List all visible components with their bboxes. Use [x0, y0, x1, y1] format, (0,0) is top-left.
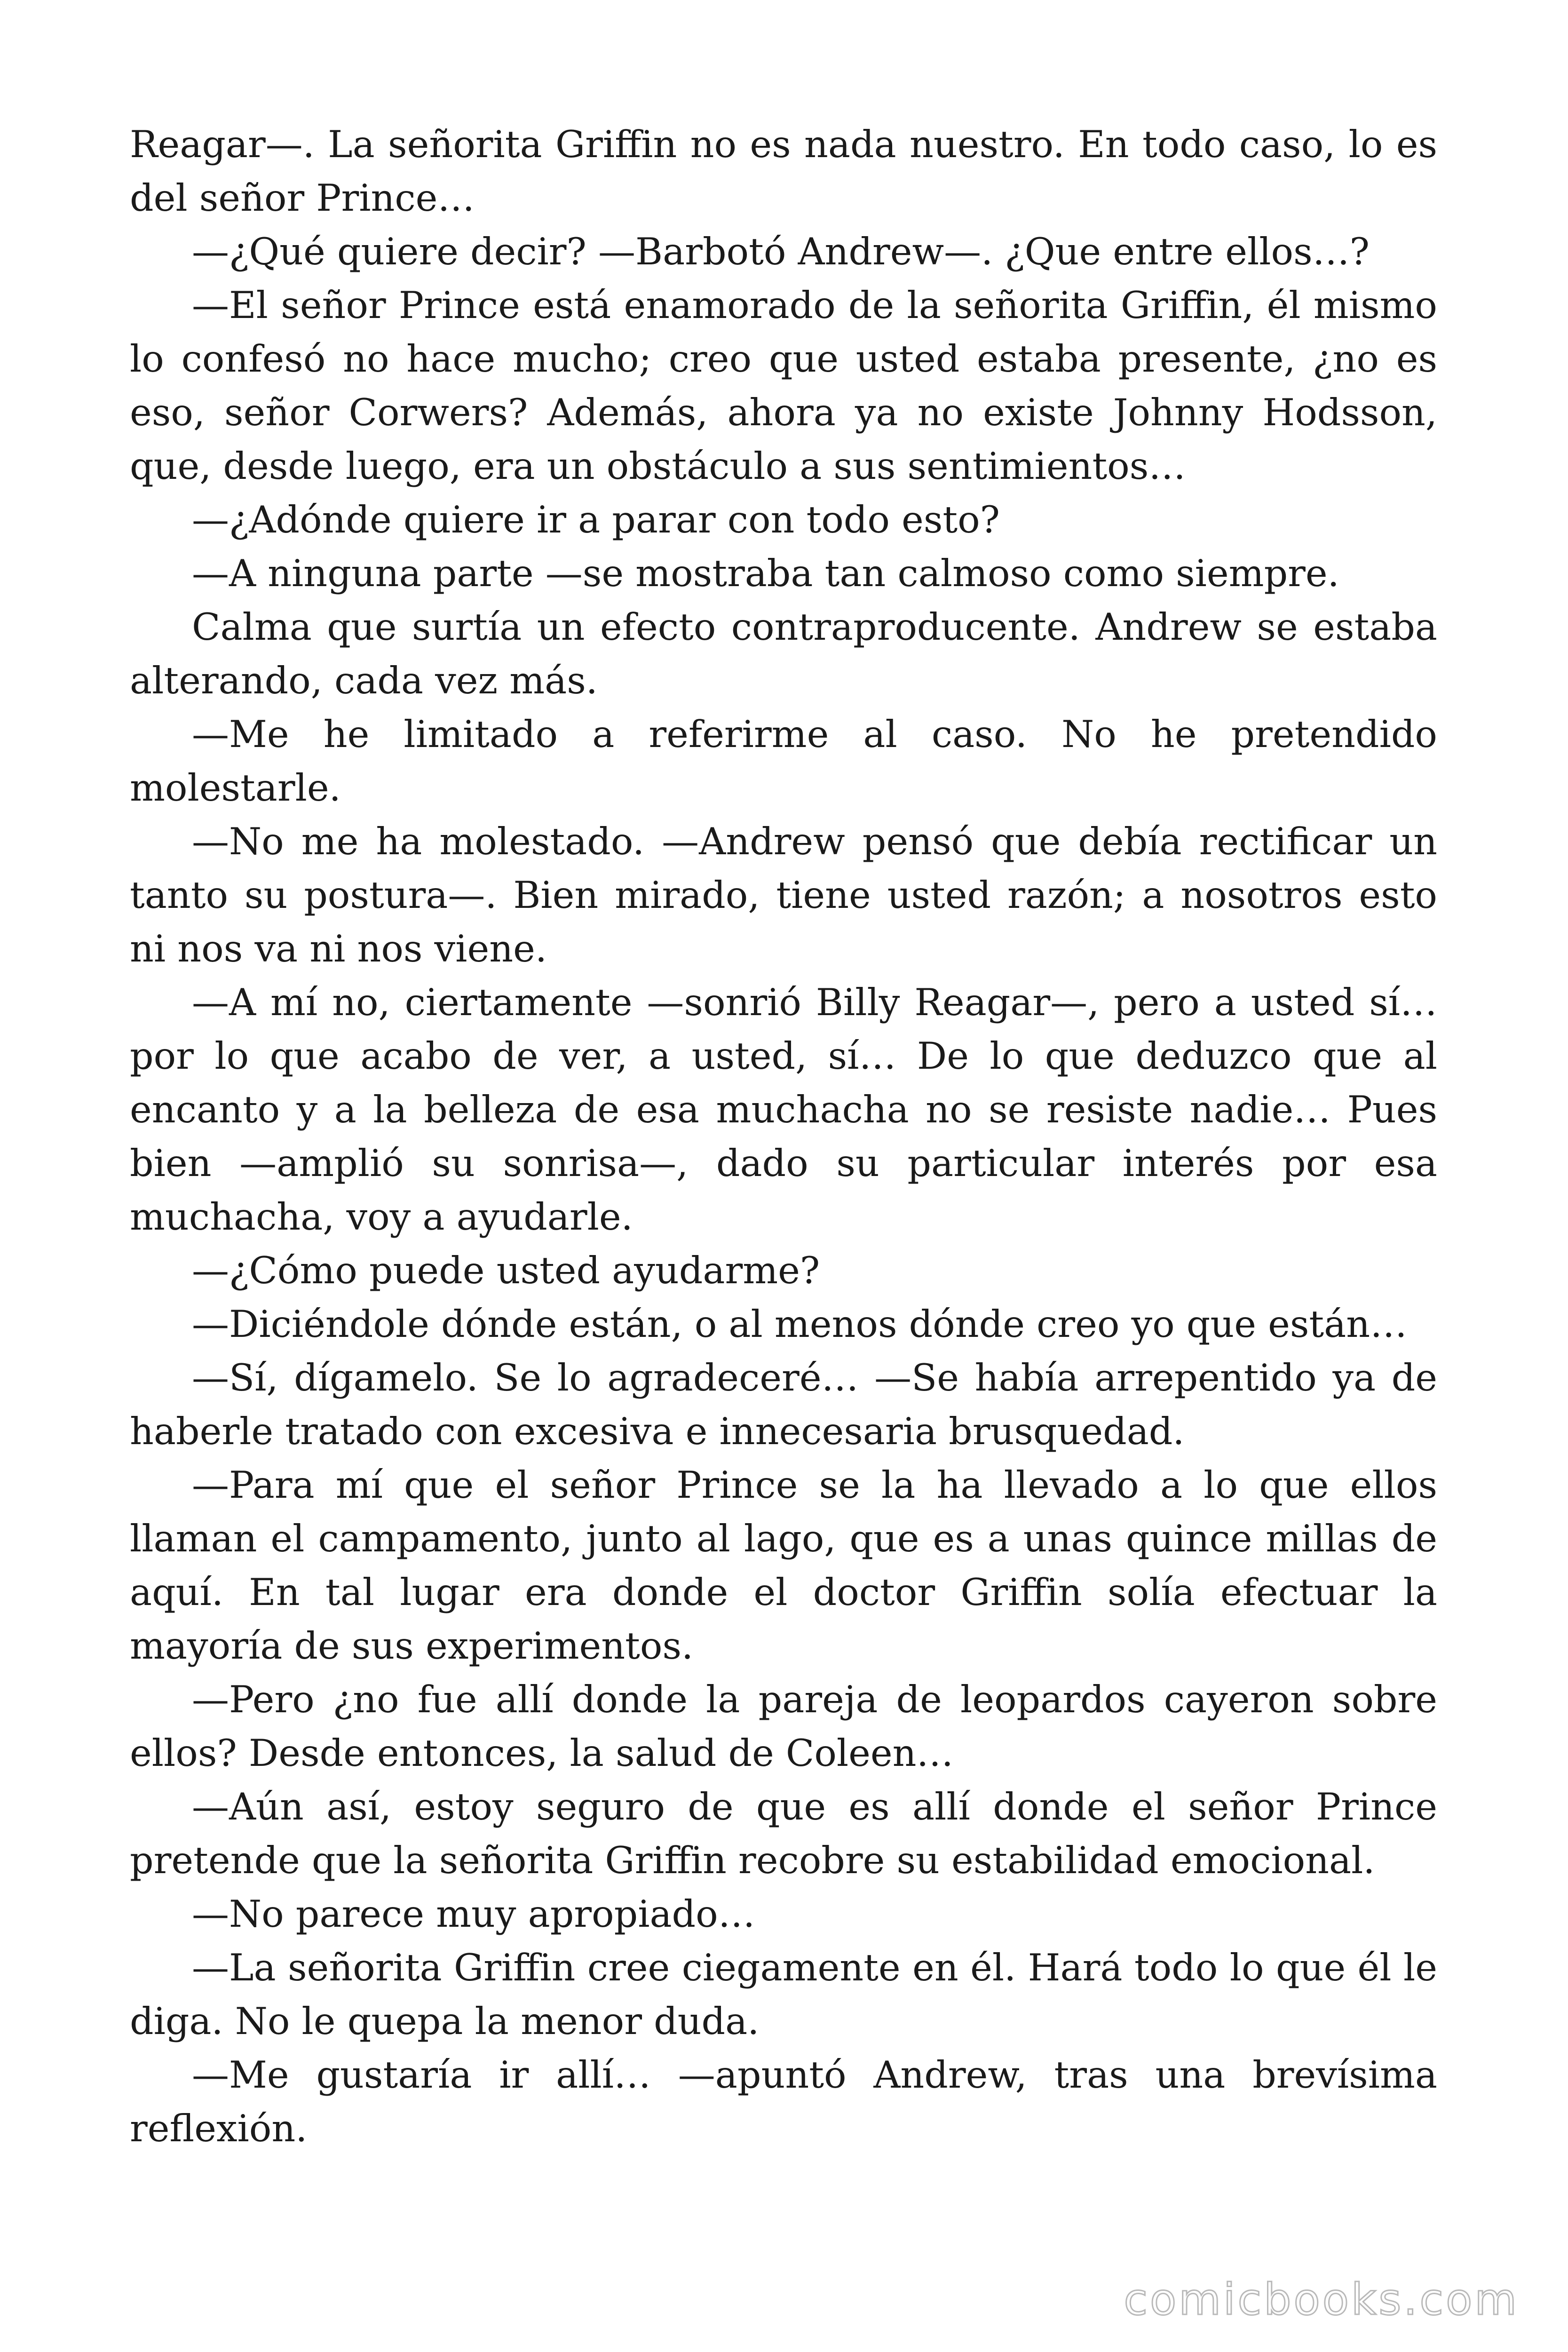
paragraph-14: —Pero ¿no fue allí donde la pareja de leopardos cayeron sobre ellos? Desde entonces, la salud de Coleen… — [130, 1678, 1437, 1775]
paragraph-11: —Diciéndole dónde están, o al menos dónde creo yo que están… — [192, 1303, 1408, 1346]
paragraph-18: —Me gustaría ir allí… —apuntó Andrew, tras una brevísima reflexión. — [130, 2053, 1437, 2150]
paragraph-2: —¿Qué quiere decir? —Barbotó Andrew—. ¿Que entre ellos…? — [192, 230, 1370, 273]
paragraph-9: —A mí no, ciertamente —sonrió Billy Reagar—, pero a usted sí… por lo que acabo de ver, a usted, sí… De lo que deduzco que al encanto y a la belleza de esa muchacha no se resiste nadie… Pues bien —amplió su sonrisa—, dado su particular interés por esa muchacha, voy a ayudarle. — [130, 981, 1437, 1239]
body-text — [130, 118, 1437, 2155]
paragraph-7: —Me he limitado a referirme al caso. No he pretendido molestarle. — [130, 713, 1437, 810]
paragraph-13: —Para mí que el señor Prince se la ha llevado a lo que ellos llaman el campamento, junto al lago, que es a unas quince millas de aquí. En tal lugar era donde el doctor Griffin solía efectuar la mayoría de sus experimentos. — [130, 1463, 1437, 1668]
paragraph-6: Calma que surtía un efecto contraproducente. Andrew se estaba alterando, cada vez más. — [130, 605, 1437, 702]
paragraph-4: —¿Adónde quiere ir a parar con todo esto? — [192, 498, 1000, 541]
paragraph-1: Reagar—. La señorita Griffin no es nada nuestro. En todo caso, lo es del señor Prince… — [130, 123, 1437, 220]
watermark: comicbooks.com — [1124, 2274, 1519, 2325]
paragraph-15: —Aún así, estoy seguro de que es allí donde el señor Prince pretende que la señorita Griffin recobre su estabilidad emocional. — [130, 1785, 1437, 1882]
paragraph-3: —El señor Prince está enamorado de la señorita Griffin, él mismo lo confesó no hace mucho; creo que usted estaba presente, ¿no es eso, señor Corwers? Además, ahora ya no existe Johnny Hodsson, que, desde luego, era un obstáculo a sus sentimientos… — [130, 284, 1437, 488]
paragraph-17: —La señorita Griffin cree ciegamente en él. Hará todo lo que él le diga. No le quepa la menor duda. — [130, 1946, 1437, 2043]
paragraph-8: —No me ha molestado. —Andrew pensó que debía rectificar un tanto su postura—. Bien mirado, tiene usted razón; a nosotros esto ni nos va ni nos viene. — [130, 820, 1437, 970]
paragraph-12: —Sí, dígamelo. Se lo agradeceré… —Se había arrepentido ya de haberle tratado con excesiva e innecesaria brusquedad. — [130, 1356, 1437, 1453]
paragraph-16: —No parece muy apropiado… — [192, 1892, 755, 1936]
paragraph-5: —A ninguna parte —se mostraba tan calmoso como siempre. — [192, 552, 1339, 595]
paragraph-10: —¿Cómo puede usted ayudarme? — [192, 1249, 820, 1292]
